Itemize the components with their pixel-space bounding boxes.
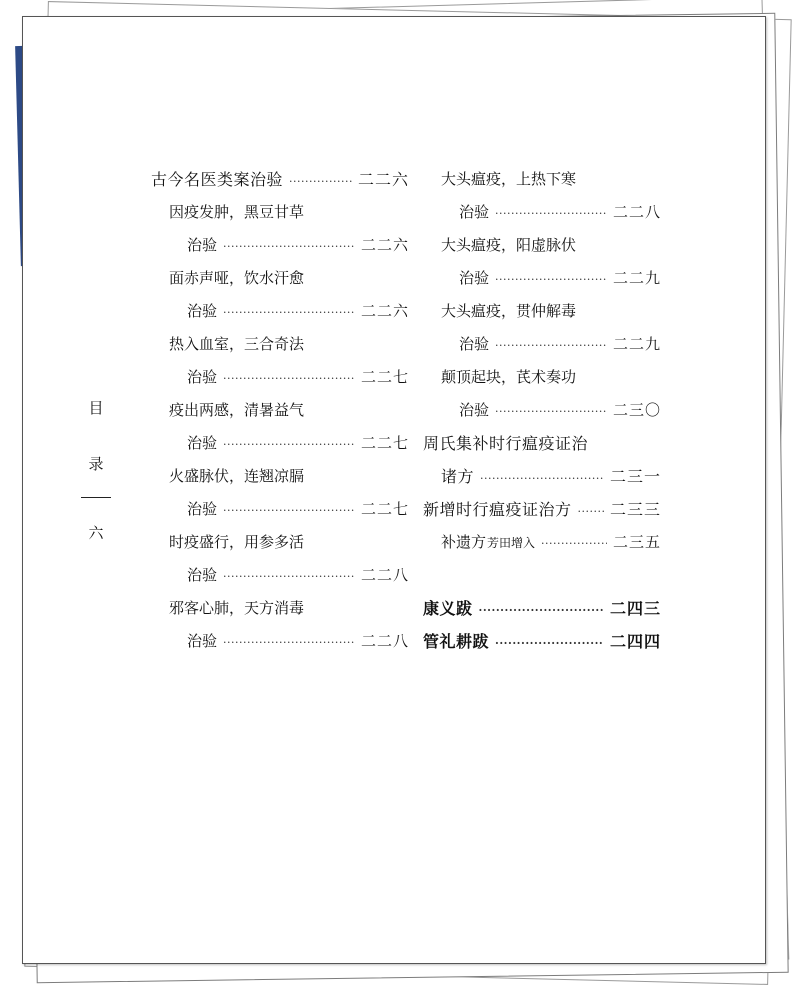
toc-entry-page: 二三五 [612, 533, 661, 551]
toc-entry[interactable] [151, 629, 409, 662]
toc-entry-page: 二二七 [360, 368, 409, 386]
toc-entry-page: 二三〇 [612, 401, 661, 419]
dot-leader [223, 432, 355, 457]
toc-right-column [423, 167, 661, 662]
dot-leader [578, 499, 604, 524]
toc-entry-page: 二二六 [360, 302, 409, 320]
toc-entry[interactable] [423, 596, 661, 629]
dot-leader [223, 630, 355, 655]
dot-leader [479, 598, 604, 623]
toc-entry[interactable] [423, 629, 661, 662]
toc-entry-page: 二二六 [360, 236, 409, 254]
toc-entry-suffix: 治验 [187, 368, 218, 386]
toc-entry-title: 大头瘟疫，贯仲解毒 [441, 302, 577, 320]
toc-entry-suffix: 诸方 [441, 467, 475, 486]
toc-entry-suffix: 治验 [459, 401, 490, 419]
toc-entry-title: 管礼耕跋 [423, 632, 490, 651]
toc-entry[interactable] [151, 431, 409, 464]
supplement-note: 芳田增入 [487, 536, 536, 550]
toc-entry-title [441, 530, 535, 556]
toc-entry-title-line[interactable] [151, 332, 409, 365]
spacer [423, 563, 661, 596]
toc-page [22, 16, 766, 964]
toc-entry-suffix: 治验 [187, 632, 218, 650]
toc-entry-page: 二二八 [360, 566, 409, 584]
dot-leader [223, 234, 355, 259]
toc-entry-page: 二二七 [360, 434, 409, 452]
toc-entry-title: 面赤声哑，饮水汗愈 [169, 269, 305, 287]
toc-entry-title-line[interactable] [423, 233, 661, 266]
toc-entry[interactable] [423, 332, 661, 365]
toc-entry[interactable] [423, 200, 661, 233]
dot-leader [223, 564, 355, 589]
dot-leader [223, 366, 355, 391]
toc-entry-title-line[interactable] [423, 167, 661, 200]
toc-entry-title-line[interactable] [423, 299, 661, 332]
page-number: 六 [88, 524, 104, 542]
toc-entry-title-line[interactable] [151, 530, 409, 563]
side-divider [81, 497, 111, 498]
supplement-title: 补遗方 [441, 533, 487, 551]
toc-entry[interactable] [423, 266, 661, 299]
dot-leader [223, 498, 355, 523]
dot-leader [223, 300, 355, 325]
toc-entry-suffix: 治验 [187, 236, 218, 254]
toc-entry-page: 二四四 [609, 632, 661, 651]
toc-entry[interactable] [423, 497, 661, 530]
toc-entry-suffix: 治验 [187, 302, 218, 320]
toc-entry[interactable] [423, 530, 661, 563]
toc-entry[interactable] [151, 299, 409, 332]
side-char-lu: 录 [88, 455, 104, 473]
toc-entry-title: 火盛脉伏，连翘凉膈 [169, 467, 305, 485]
toc-entry-title-line[interactable] [151, 200, 409, 233]
toc-section-title-line[interactable] [423, 431, 661, 464]
toc-entry-title: 大头瘟疫，上热下寒 [441, 170, 577, 188]
dot-leader [495, 333, 607, 358]
toc-entry-suffix: 治验 [187, 500, 218, 518]
toc-entry-title: 康义跋 [423, 599, 473, 618]
toc-entry-page: 二二八 [360, 632, 409, 650]
toc-entry-title-line[interactable] [423, 365, 661, 398]
toc-entry-title: 古今名医类案治验 [151, 170, 284, 189]
toc-entry[interactable] [151, 365, 409, 398]
toc-entry[interactable] [423, 464, 661, 497]
toc-entry-page: 二二六 [357, 170, 409, 189]
side-label [81, 397, 111, 552]
dot-leader [541, 531, 607, 556]
dot-leader [495, 201, 607, 226]
toc-entry-page: 二三三 [609, 500, 661, 519]
toc-entry-title: 邪客心肺，天方消毒 [169, 599, 305, 617]
dot-leader [495, 267, 607, 292]
toc-entry-title-line[interactable] [151, 464, 409, 497]
toc-entry-title-line[interactable] [151, 266, 409, 299]
toc-entry-title-line[interactable] [151, 596, 409, 629]
toc-entry-suffix: 治验 [459, 269, 490, 287]
toc-entry[interactable] [423, 398, 661, 431]
toc-entry-page: 二四三 [609, 599, 661, 618]
toc-entry-suffix: 治验 [459, 203, 490, 221]
dot-leader [495, 399, 607, 424]
toc-entry[interactable] [151, 167, 409, 200]
toc-entry[interactable] [151, 497, 409, 530]
toc-entry-title: 时疫盛行，用参多活 [169, 533, 305, 551]
toc-entry-title-line[interactable] [151, 398, 409, 431]
toc-section-title: 周氏集补时行瘟疫证治 [423, 434, 589, 453]
toc-entry-suffix: 治验 [187, 434, 218, 452]
toc-entry-title: 因疫发肿，黑豆甘草 [169, 203, 305, 221]
toc-entry-title: 颠顶起块，芪术奏功 [441, 368, 577, 386]
toc-entry[interactable] [151, 563, 409, 596]
dot-leader [495, 631, 604, 656]
toc-entry-page: 二二八 [612, 203, 661, 221]
toc-left-column [151, 167, 409, 662]
dot-leader [289, 169, 352, 194]
dot-leader [480, 466, 604, 491]
toc-entry-suffix: 治验 [459, 335, 490, 353]
toc-entry-page: 二二七 [360, 500, 409, 518]
toc-entry-suffix: 治验 [187, 566, 218, 584]
toc-entry-title: 新增时行瘟疫证治方 [423, 500, 572, 519]
toc-entry-page: 二三一 [609, 467, 661, 486]
toc-entry-page: 二二九 [612, 269, 661, 287]
toc-entry-title: 大头瘟疫，阳虚脉伏 [441, 236, 577, 254]
side-char-mu: 目 [88, 399, 104, 417]
toc-entry-title: 热入血室，三合奇法 [169, 335, 305, 353]
toc-entry[interactable] [151, 233, 409, 266]
toc-entry-page: 二二九 [612, 335, 661, 353]
toc-entry-title: 疫出两感，清暑益气 [169, 401, 305, 419]
